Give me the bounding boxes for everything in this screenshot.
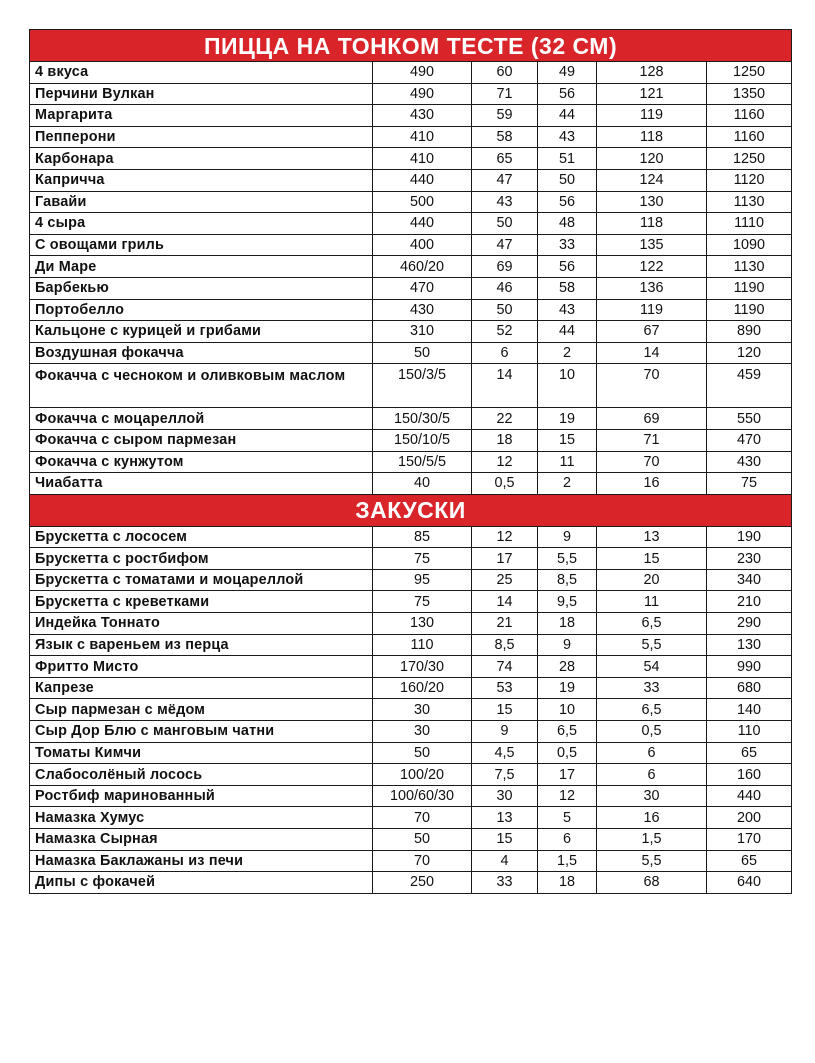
cell-kcal: 1120 xyxy=(707,169,792,191)
dish-name: Фритто Мисто xyxy=(30,656,373,678)
cell-fats: 44 xyxy=(538,321,597,343)
table-row xyxy=(30,321,792,343)
cell-kcal: 440 xyxy=(707,785,792,807)
cell-kcal: 75 xyxy=(707,473,792,495)
cell-proteins: 71 xyxy=(472,83,538,105)
table-row xyxy=(30,677,792,699)
cell-kcal: 1130 xyxy=(707,191,792,213)
cell-proteins: 15 xyxy=(472,699,538,721)
cell-carbs: 70 xyxy=(597,451,707,473)
cell-kcal: 1090 xyxy=(707,234,792,256)
nutrition-sheet xyxy=(29,29,791,894)
table-row xyxy=(30,364,792,408)
table-row xyxy=(30,234,792,256)
dish-name: Томаты Кимчи xyxy=(30,742,373,764)
table-row xyxy=(30,191,792,213)
dish-name: Брускетта с ростбифом xyxy=(30,548,373,570)
cell-kcal: 65 xyxy=(707,850,792,872)
dish-name: Сыр Дор Блю с манговым чатни xyxy=(30,721,373,743)
cell-carbs: 6,5 xyxy=(597,613,707,635)
cell-weight: 470 xyxy=(373,277,472,299)
cell-carbs: 135 xyxy=(597,234,707,256)
dish-name: Брускетта с томатами и моцареллой xyxy=(30,569,373,591)
cell-fats: 56 xyxy=(538,83,597,105)
cell-kcal: 290 xyxy=(707,613,792,635)
cell-proteins: 8,5 xyxy=(472,634,538,656)
cell-fats: 51 xyxy=(538,148,597,170)
cell-weight: 75 xyxy=(373,591,472,613)
cell-kcal: 190 xyxy=(707,526,792,548)
cell-proteins: 60 xyxy=(472,62,538,84)
cell-proteins: 0,5 xyxy=(472,473,538,495)
cell-carbs: 30 xyxy=(597,785,707,807)
dish-name: Перчини Вулкан xyxy=(30,83,373,105)
cell-weight: 150/5/5 xyxy=(373,451,472,473)
cell-carbs: 124 xyxy=(597,169,707,191)
cell-kcal: 990 xyxy=(707,656,792,678)
cell-weight: 50 xyxy=(373,829,472,851)
cell-kcal: 1160 xyxy=(707,105,792,127)
cell-weight: 160/20 xyxy=(373,677,472,699)
dish-name: Фокачча с кунжутом xyxy=(30,451,373,473)
cell-carbs: 16 xyxy=(597,473,707,495)
cell-fats: 9 xyxy=(538,526,597,548)
table-row xyxy=(30,277,792,299)
dish-name: Язык с вареньем из перца xyxy=(30,634,373,656)
dish-name: Чиабатта xyxy=(30,473,373,495)
cell-proteins: 12 xyxy=(472,526,538,548)
cell-carbs: 15 xyxy=(597,548,707,570)
cell-weight: 440 xyxy=(373,169,472,191)
dish-name: Дипы с фокачей xyxy=(30,872,373,894)
cell-fats: 56 xyxy=(538,191,597,213)
cell-carbs: 5,5 xyxy=(597,634,707,656)
cell-weight: 70 xyxy=(373,850,472,872)
cell-fats: 44 xyxy=(538,105,597,127)
cell-carbs: 118 xyxy=(597,126,707,148)
cell-fats: 12 xyxy=(538,785,597,807)
dish-name: Брускетта с лососем xyxy=(30,526,373,548)
table-row xyxy=(30,764,792,786)
cell-proteins: 59 xyxy=(472,105,538,127)
table-row xyxy=(30,473,792,495)
cell-fats: 18 xyxy=(538,613,597,635)
table-row xyxy=(30,62,792,84)
cell-proteins: 65 xyxy=(472,148,538,170)
cell-kcal: 200 xyxy=(707,807,792,829)
cell-weight: 410 xyxy=(373,126,472,148)
cell-weight: 50 xyxy=(373,742,472,764)
cell-kcal: 1350 xyxy=(707,83,792,105)
cell-carbs: 121 xyxy=(597,83,707,105)
cell-kcal: 230 xyxy=(707,548,792,570)
table-row xyxy=(30,807,792,829)
cell-carbs: 70 xyxy=(597,364,707,408)
section-header xyxy=(30,30,792,62)
cell-proteins: 30 xyxy=(472,785,538,807)
table-row xyxy=(30,256,792,278)
cell-proteins: 52 xyxy=(472,321,538,343)
cell-kcal: 1250 xyxy=(707,62,792,84)
cell-kcal: 1110 xyxy=(707,213,792,235)
cell-proteins: 25 xyxy=(472,569,538,591)
table-row xyxy=(30,83,792,105)
dish-name: Маргарита xyxy=(30,105,373,127)
dish-name: Карбонара xyxy=(30,148,373,170)
cell-carbs: 128 xyxy=(597,62,707,84)
dish-name: Воздушная фокачча xyxy=(30,342,373,364)
cell-carbs: 20 xyxy=(597,569,707,591)
cell-proteins: 58 xyxy=(472,126,538,148)
cell-weight: 50 xyxy=(373,342,472,364)
table-row xyxy=(30,785,792,807)
cell-fats: 49 xyxy=(538,62,597,84)
cell-proteins: 69 xyxy=(472,256,538,278)
cell-proteins: 9 xyxy=(472,721,538,743)
cell-proteins: 47 xyxy=(472,234,538,256)
cell-proteins: 22 xyxy=(472,408,538,430)
cell-fats: 6 xyxy=(538,829,597,851)
cell-weight: 490 xyxy=(373,62,472,84)
cell-weight: 95 xyxy=(373,569,472,591)
cell-carbs: 54 xyxy=(597,656,707,678)
cell-kcal: 890 xyxy=(707,321,792,343)
table-row xyxy=(30,299,792,321)
cell-proteins: 50 xyxy=(472,299,538,321)
cell-carbs: 14 xyxy=(597,342,707,364)
cell-fats: 33 xyxy=(538,234,597,256)
dish-name: Капричча xyxy=(30,169,373,191)
dish-name: Фокачча с сыром пармезан xyxy=(30,429,373,451)
cell-carbs: 130 xyxy=(597,191,707,213)
cell-fats: 43 xyxy=(538,126,597,148)
cell-carbs: 1,5 xyxy=(597,829,707,851)
cell-carbs: 122 xyxy=(597,256,707,278)
cell-kcal: 470 xyxy=(707,429,792,451)
table-row xyxy=(30,548,792,570)
cell-kcal: 210 xyxy=(707,591,792,613)
cell-fats: 56 xyxy=(538,256,597,278)
dish-name: Индейка Тоннато xyxy=(30,613,373,635)
cell-proteins: 4 xyxy=(472,850,538,872)
cell-weight: 430 xyxy=(373,105,472,127)
cell-weight: 150/30/5 xyxy=(373,408,472,430)
cell-fats: 50 xyxy=(538,169,597,191)
cell-weight: 30 xyxy=(373,699,472,721)
cell-fats: 5 xyxy=(538,807,597,829)
cell-proteins: 12 xyxy=(472,451,538,473)
cell-carbs: 6,5 xyxy=(597,699,707,721)
cell-proteins: 50 xyxy=(472,213,538,235)
cell-weight: 310 xyxy=(373,321,472,343)
dish-name: 4 сыра xyxy=(30,213,373,235)
cell-fats: 17 xyxy=(538,764,597,786)
table-row xyxy=(30,213,792,235)
cell-kcal: 640 xyxy=(707,872,792,894)
table-row xyxy=(30,634,792,656)
cell-proteins: 6 xyxy=(472,342,538,364)
cell-carbs: 13 xyxy=(597,526,707,548)
cell-weight: 150/3/5 xyxy=(373,364,472,408)
cell-weight: 150/10/5 xyxy=(373,429,472,451)
dish-name: Намазка Баклажаны из печи xyxy=(30,850,373,872)
table-row xyxy=(30,126,792,148)
cell-kcal: 130 xyxy=(707,634,792,656)
cell-weight: 100/60/30 xyxy=(373,785,472,807)
cell-fats: 18 xyxy=(538,872,597,894)
table-row xyxy=(30,872,792,894)
cell-carbs: 16 xyxy=(597,807,707,829)
cell-proteins: 15 xyxy=(472,829,538,851)
cell-kcal: 459 xyxy=(707,364,792,408)
table-row xyxy=(30,656,792,678)
cell-proteins: 7,5 xyxy=(472,764,538,786)
dish-name: 4 вкуса xyxy=(30,62,373,84)
cell-carbs: 5,5 xyxy=(597,850,707,872)
dish-name: Ди Маре xyxy=(30,256,373,278)
cell-weight: 250 xyxy=(373,872,472,894)
cell-fats: 28 xyxy=(538,656,597,678)
cell-weight: 170/30 xyxy=(373,656,472,678)
table-row xyxy=(30,408,792,430)
cell-fats: 10 xyxy=(538,699,597,721)
table-row xyxy=(30,342,792,364)
cell-fats: 5,5 xyxy=(538,548,597,570)
dish-name: Барбекью xyxy=(30,277,373,299)
table-row xyxy=(30,451,792,473)
cell-proteins: 21 xyxy=(472,613,538,635)
cell-fats: 0,5 xyxy=(538,742,597,764)
cell-kcal: 1130 xyxy=(707,256,792,278)
cell-proteins: 53 xyxy=(472,677,538,699)
cell-proteins: 13 xyxy=(472,807,538,829)
cell-carbs: 119 xyxy=(597,299,707,321)
cell-kcal: 110 xyxy=(707,721,792,743)
cell-weight: 100/20 xyxy=(373,764,472,786)
cell-kcal: 140 xyxy=(707,699,792,721)
cell-carbs: 6 xyxy=(597,742,707,764)
cell-kcal: 1250 xyxy=(707,148,792,170)
cell-carbs: 67 xyxy=(597,321,707,343)
cell-kcal: 340 xyxy=(707,569,792,591)
dish-name: Слабосолёный лосось xyxy=(30,764,373,786)
cell-proteins: 43 xyxy=(472,191,538,213)
table-row xyxy=(30,148,792,170)
table-row xyxy=(30,699,792,721)
cell-weight: 460/20 xyxy=(373,256,472,278)
cell-weight: 440 xyxy=(373,213,472,235)
cell-kcal: 1160 xyxy=(707,126,792,148)
cell-carbs: 11 xyxy=(597,591,707,613)
cell-fats: 1,5 xyxy=(538,850,597,872)
cell-fats: 2 xyxy=(538,342,597,364)
cell-weight: 500 xyxy=(373,191,472,213)
cell-carbs: 71 xyxy=(597,429,707,451)
cell-weight: 85 xyxy=(373,526,472,548)
table-row xyxy=(30,569,792,591)
cell-proteins: 18 xyxy=(472,429,538,451)
cell-fats: 43 xyxy=(538,299,597,321)
cell-fats: 10 xyxy=(538,364,597,408)
dish-name: Ростбиф маринованный xyxy=(30,785,373,807)
cell-fats: 2 xyxy=(538,473,597,495)
table-row xyxy=(30,105,792,127)
cell-fats: 6,5 xyxy=(538,721,597,743)
cell-carbs: 33 xyxy=(597,677,707,699)
cell-weight: 410 xyxy=(373,148,472,170)
dish-name: Намазка Сырная xyxy=(30,829,373,851)
cell-carbs: 136 xyxy=(597,277,707,299)
cell-carbs: 68 xyxy=(597,872,707,894)
cell-kcal: 160 xyxy=(707,764,792,786)
dish-name: Намазка Хумус xyxy=(30,807,373,829)
cell-weight: 130 xyxy=(373,613,472,635)
cell-kcal: 430 xyxy=(707,451,792,473)
cell-weight: 400 xyxy=(373,234,472,256)
table-row xyxy=(30,742,792,764)
table-row xyxy=(30,526,792,548)
cell-kcal: 1190 xyxy=(707,299,792,321)
dish-name: Пепперони xyxy=(30,126,373,148)
cell-fats: 58 xyxy=(538,277,597,299)
cell-fats: 9 xyxy=(538,634,597,656)
cell-carbs: 6 xyxy=(597,764,707,786)
dish-name: Капрезе xyxy=(30,677,373,699)
cell-proteins: 17 xyxy=(472,548,538,570)
cell-weight: 40 xyxy=(373,473,472,495)
table-row xyxy=(30,850,792,872)
cell-carbs: 69 xyxy=(597,408,707,430)
dish-name: Гавайи xyxy=(30,191,373,213)
table-row xyxy=(30,721,792,743)
cell-kcal: 1190 xyxy=(707,277,792,299)
table-row xyxy=(30,613,792,635)
cell-proteins: 74 xyxy=(472,656,538,678)
cell-proteins: 47 xyxy=(472,169,538,191)
table-row xyxy=(30,429,792,451)
cell-carbs: 118 xyxy=(597,213,707,235)
cell-kcal: 120 xyxy=(707,342,792,364)
cell-fats: 19 xyxy=(538,408,597,430)
cell-proteins: 46 xyxy=(472,277,538,299)
section-title: ПИЦЦА НА ТОНКОМ ТЕСТЕ (32 СМ) xyxy=(30,30,792,62)
dish-name: Портобелло xyxy=(30,299,373,321)
cell-fats: 8,5 xyxy=(538,569,597,591)
cell-fats: 11 xyxy=(538,451,597,473)
cell-weight: 30 xyxy=(373,721,472,743)
cell-proteins: 33 xyxy=(472,872,538,894)
dish-name: Кальцоне с курицей и грибами xyxy=(30,321,373,343)
cell-kcal: 680 xyxy=(707,677,792,699)
table-row xyxy=(30,591,792,613)
cell-weight: 70 xyxy=(373,807,472,829)
cell-weight: 490 xyxy=(373,83,472,105)
dish-name: Брускетта с креветками xyxy=(30,591,373,613)
section-title: ЗАКУСКИ xyxy=(30,494,792,526)
cell-fats: 48 xyxy=(538,213,597,235)
table-row xyxy=(30,169,792,191)
cell-kcal: 550 xyxy=(707,408,792,430)
cell-fats: 19 xyxy=(538,677,597,699)
cell-weight: 75 xyxy=(373,548,472,570)
nutrition-table-body xyxy=(30,30,792,894)
cell-carbs: 0,5 xyxy=(597,721,707,743)
nutrition-table xyxy=(29,29,792,894)
cell-weight: 110 xyxy=(373,634,472,656)
cell-proteins: 14 xyxy=(472,591,538,613)
cell-proteins: 4,5 xyxy=(472,742,538,764)
dish-name: Фокачча с моцареллой xyxy=(30,408,373,430)
cell-proteins: 14 xyxy=(472,364,538,408)
table-row xyxy=(30,829,792,851)
dish-name: С овощами гриль xyxy=(30,234,373,256)
section-header xyxy=(30,494,792,526)
cell-kcal: 65 xyxy=(707,742,792,764)
cell-weight: 430 xyxy=(373,299,472,321)
dish-name: Фокачча с чесноком и оливковым маслом xyxy=(30,364,373,408)
cell-kcal: 170 xyxy=(707,829,792,851)
cell-carbs: 119 xyxy=(597,105,707,127)
cell-fats: 15 xyxy=(538,429,597,451)
cell-fats: 9,5 xyxy=(538,591,597,613)
dish-name: Сыр пармезан с мёдом xyxy=(30,699,373,721)
cell-carbs: 120 xyxy=(597,148,707,170)
